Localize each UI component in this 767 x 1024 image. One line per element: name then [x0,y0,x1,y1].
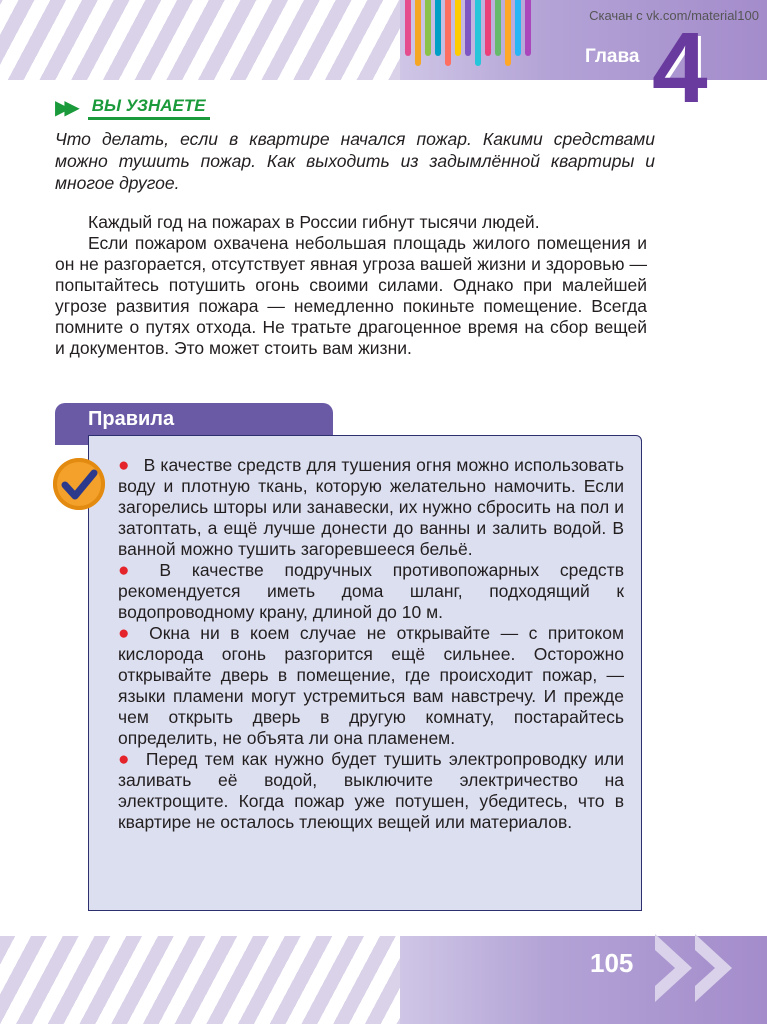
pencil-stripe [475,0,481,66]
double-arrow-icon: ▶▶ [55,97,74,119]
pencil-stripe [445,0,451,66]
learn-heading [55,95,210,120]
bullet-icon: ● [118,455,130,476]
rules-list [118,455,624,833]
checkmark-icon [53,458,105,510]
chapter-label: Глава [585,46,640,67]
pencil-stripe [425,0,431,56]
pencil-stripe [525,0,531,56]
pencil-stripe [435,0,441,56]
bullet-icon: ● [118,749,132,770]
next-page-arrows-icon [650,928,760,1013]
pencils-decoration [405,0,531,66]
rule-item: ● В качестве средств для тушения огня можно использовать воду и плотную ткань, которую желательно намочить. Если загорелись шторы или занавески, их нужно сбросить на пол и затоптать, а ещё лучше донести до ванны и залить водой. В ванной можно тушить загоревшееся бельё. [118,455,624,559]
rule-item: ● В качестве подручных противопожарных средств рекомендуется иметь дома шланг, подходящий к водопроводному крану, длиной до 10 м. [118,560,624,622]
bullet-icon: ● [118,623,136,644]
pencil-stripe [515,0,521,56]
body-paragraph: Каждый год на пожарах в России гибнут тысячи людей. [88,212,540,232]
rules-title: Правила [88,408,175,430]
pencil-stripe [455,0,461,56]
pencil-stripe [485,0,491,56]
footer-stripes [0,936,460,1024]
body-text [55,212,647,359]
pencil-stripe [415,0,421,66]
rule-item: ● Перед тем как нужно будет тушить электропроводку или заливать её водой, выключите электричество на электрощите. Когда пожар уже потушен, убедитесь, что в квартире не осталось тлеющих вещей или материалов. [118,749,624,832]
body-paragraph: Если пожаром охвачена небольшая площадь жилого помещения и он не разгорается, отсутствует явная угроза вашей жизни и здоровью — попытайтесь потушить огонь своими силами. Однако при малейшей угрозе развития пожара — немедленно покиньте помещение. Всегда помните о путях отхода. Не тратьте драгоценное время на сбор вещей и документов. Это может стоить вам жизни. [55,233,647,358]
learn-intro-text: Что делать, если в квартире начался пожар. Какими средствами можно тушить пожар. Как выходить из задымлённой квартиры и многое другое. [55,129,655,193]
pencil-stripe [465,0,471,56]
learn-title: ВЫ УЗНАЕТЕ [88,96,210,120]
bullet-icon: ● [118,560,146,581]
rule-item: ● Окна ни в коем случае не открывайте — с притоком кислорода огонь разгорится ещё сильнее. Осторожно открывайте дверь в помещение, где происходит пожар, — языки пламени могут устремиться вам навстречу. И прежде чем открыть дверь в другую комнату, постарайтесь определить, не объята ли она пламенем. [118,623,624,748]
header-stripes [0,0,420,80]
pencil-stripe [405,0,411,56]
pencil-stripe [505,0,511,66]
page-number: 105 [590,948,634,978]
pencil-stripe [495,0,501,56]
watermark: Скачан с vk.com/material100 [589,8,759,23]
chapter-number: 4 [652,12,708,124]
